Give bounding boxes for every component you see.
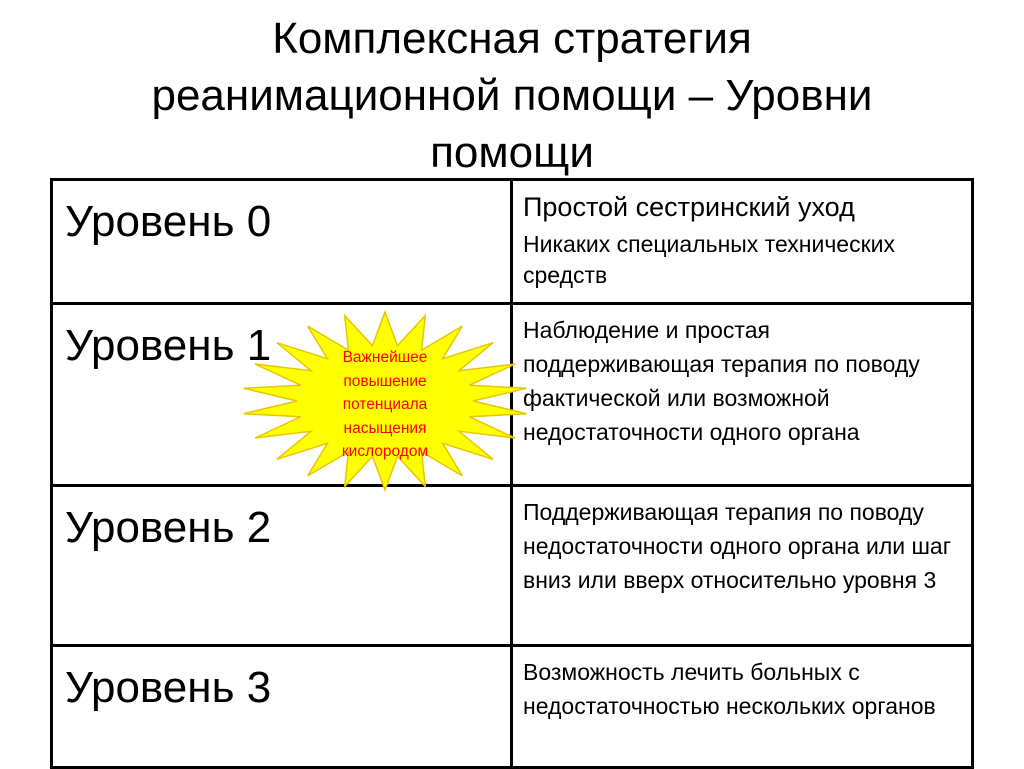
callout-line: кислородом: [341, 443, 429, 460]
callout-line: потенциала: [342, 396, 428, 413]
level-description-note: Никаких специальных технических средств: [523, 231, 895, 288]
level-name-cell: Уровень 0: [52, 180, 512, 304]
level-description-cell: [512, 304, 973, 486]
slide-title: [60, 10, 964, 181]
level-description-cell: [512, 646, 973, 768]
callout-line: насыщения: [343, 419, 427, 437]
level-name-cell: Уровень 2: [52, 486, 512, 646]
title-line: Комплексная стратегия: [272, 14, 752, 63]
level-description: Возможность лечить больных с недостаточностью нескольких органов: [523, 659, 936, 719]
level-description: Поддерживающая терапия по поводу недостаточности одного органа или шаг вниз или вверх относительно уровня 3: [523, 499, 952, 593]
callout-text: [335, 346, 435, 464]
title-line: реанимационной помощи – Уровни: [151, 71, 873, 120]
level-description: Наблюдение и простая поддерживающая терапия по поводу фактической или возможной недостаточности одного органа: [523, 317, 920, 445]
table-row: [52, 646, 973, 768]
callout-line: Важнейшее: [342, 349, 428, 366]
title-line: помощи: [430, 128, 594, 177]
table-row: [52, 180, 973, 304]
level-name-cell: Уровень 1: [52, 304, 512, 486]
level-name-cell: Уровень 3: [52, 646, 512, 768]
table-row: [52, 486, 973, 646]
level-description-cell: [512, 180, 973, 304]
oxygen-callout: [240, 310, 530, 492]
level-description-cell: [512, 486, 973, 646]
level-description: Простой сестринский уход: [523, 192, 855, 222]
callout-line: повышение: [343, 372, 427, 390]
